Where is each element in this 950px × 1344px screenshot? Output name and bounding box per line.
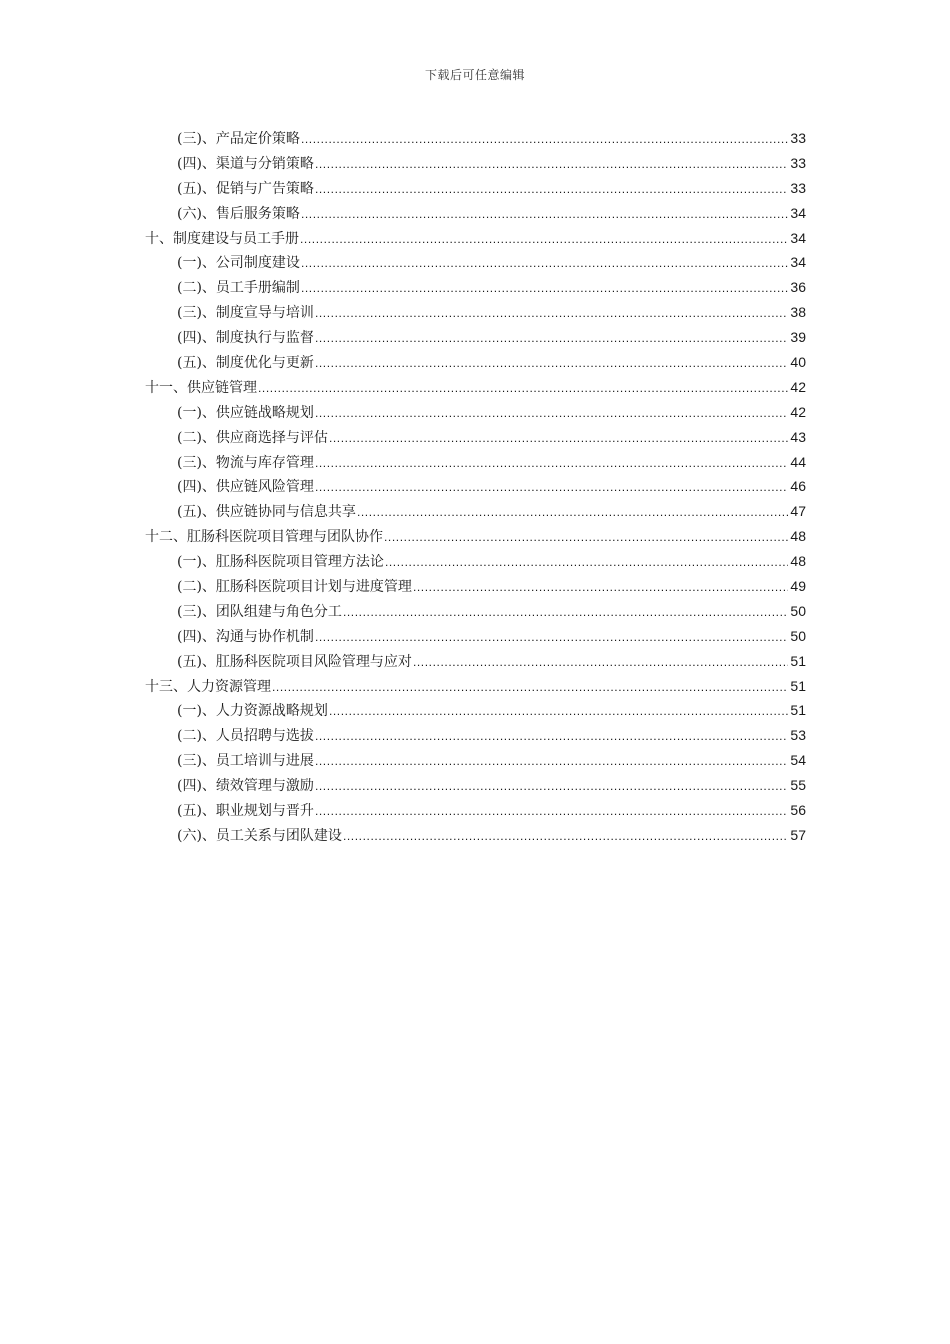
toc-entry[interactable] <box>145 151 806 176</box>
toc-page-number: 55 <box>790 777 806 794</box>
toc-page-number: 39 <box>790 329 806 346</box>
toc-page-number: 44 <box>790 453 806 470</box>
toc-entry[interactable] <box>145 698 806 723</box>
toc-page-number: 48 <box>790 528 806 545</box>
toc-dot-leader <box>357 500 788 525</box>
toc-entry[interactable] <box>145 400 806 425</box>
toc-page-number: 50 <box>790 627 806 644</box>
toc-page-number: 46 <box>790 478 806 495</box>
toc-entry-label: (四)、沟通与协作机制 <box>177 628 314 645</box>
toc-dot-leader <box>329 699 788 724</box>
toc-entry[interactable] <box>145 450 806 475</box>
toc-dot-leader <box>315 799 788 824</box>
toc-page-number: 43 <box>790 428 806 445</box>
toc-entry[interactable] <box>145 425 806 450</box>
toc-page-number: 57 <box>790 826 806 843</box>
toc-entry-label: (一)、人力资源战略规划 <box>177 703 328 720</box>
toc-entry[interactable] <box>145 350 806 375</box>
toc-entry[interactable] <box>145 201 806 226</box>
toc-page-number: 53 <box>790 727 806 744</box>
toc-entry[interactable] <box>145 773 806 798</box>
toc-page-number: 48 <box>790 553 806 570</box>
toc-dot-leader <box>413 650 788 675</box>
toc-entry[interactable] <box>145 723 806 748</box>
toc-entry-label: (六)、售后服务策略 <box>177 205 300 222</box>
toc-entry-label: (四)、制度执行与监督 <box>177 330 314 347</box>
toc-entry[interactable] <box>145 549 806 574</box>
toc-entry[interactable] <box>145 599 806 624</box>
toc-entry[interactable] <box>145 823 806 848</box>
toc-entry[interactable] <box>145 250 806 275</box>
toc-entry-label: (二)、肛肠科医院项目计划与进度管理 <box>177 579 412 596</box>
toc-page-number: 47 <box>790 503 806 520</box>
toc-entry-label: (一)、供应链战略规划 <box>177 404 314 421</box>
toc-dot-leader <box>315 152 788 177</box>
toc-entry-label: (一)、公司制度建设 <box>177 255 300 272</box>
toc-page-number: 51 <box>790 702 806 719</box>
toc-entry-label: (四)、供应链风险管理 <box>177 479 314 496</box>
toc-dot-leader <box>315 451 788 476</box>
toc-entry-label: (五)、职业规划与晋升 <box>177 803 314 820</box>
toc-entry-label: (三)、物流与库存管理 <box>177 454 314 471</box>
toc-page-number: 33 <box>790 179 806 196</box>
toc-entry-label: 十、制度建设与员工手册 <box>145 230 299 247</box>
toc-entry-label: (五)、制度优化与更新 <box>177 355 314 372</box>
toc-dot-leader <box>315 749 788 774</box>
toc-dot-leader <box>413 575 788 600</box>
toc-entry-label: (二)、人员招聘与选拔 <box>177 728 314 745</box>
toc-page-number: 42 <box>790 403 806 420</box>
toc-entry-label: 十二、肛肠科医院项目管理与团队协作 <box>145 529 383 546</box>
toc-dot-leader <box>315 625 788 650</box>
toc-dot-leader <box>315 724 788 749</box>
page-header: 下载后可任意编辑 <box>424 68 525 82</box>
toc-dot-leader <box>315 475 788 500</box>
toc-entry[interactable] <box>145 126 806 151</box>
toc-dot-leader <box>315 301 788 326</box>
toc-page-number: 56 <box>790 802 806 819</box>
toc-entry-label: (三)、产品定价策略 <box>177 131 300 147</box>
toc-entry-label: (六)、员工关系与团队建设 <box>177 827 342 844</box>
toc-page-number: 51 <box>790 652 806 669</box>
toc-dot-leader <box>343 824 788 849</box>
toc-page-number: 54 <box>790 752 806 769</box>
toc-entry-label: 十一、供应链管理 <box>145 379 257 396</box>
toc-entry[interactable] <box>145 624 806 649</box>
toc-dot-leader <box>301 202 788 227</box>
toc-dot-leader <box>258 376 788 401</box>
toc-entry[interactable] <box>145 649 806 674</box>
toc-page-number: 33 <box>790 130 806 146</box>
table-of-contents <box>145 126 806 848</box>
toc-entry-label: (四)、渠道与分销策略 <box>177 155 314 172</box>
toc-entry-label: 十三、人力资源管理 <box>145 678 271 695</box>
toc-entry-label: (二)、员工手册编制 <box>177 280 300 297</box>
toc-page-number: 36 <box>790 279 806 296</box>
toc-entry[interactable] <box>145 325 806 350</box>
toc-page-number: 51 <box>790 677 806 694</box>
toc-dot-leader <box>301 251 788 276</box>
toc-entry[interactable] <box>145 748 806 773</box>
toc-entry[interactable] <box>145 574 806 599</box>
toc-page-number: 34 <box>790 254 806 271</box>
toc-page-number: 50 <box>790 602 806 619</box>
toc-entry[interactable] <box>145 499 806 524</box>
toc-entry-label: (五)、供应链协同与信息共享 <box>177 504 356 521</box>
toc-dot-leader <box>315 351 788 376</box>
toc-entry-label: (三)、制度宣导与培训 <box>177 305 314 322</box>
toc-entry[interactable] <box>145 674 806 699</box>
toc-dot-leader <box>343 600 788 625</box>
toc-entry[interactable] <box>145 798 806 823</box>
toc-entry-label: (二)、供应商选择与评估 <box>177 429 328 446</box>
toc-dot-leader <box>384 525 788 550</box>
toc-dot-leader <box>272 675 788 700</box>
toc-page-number: 40 <box>790 354 806 371</box>
toc-entry[interactable] <box>145 300 806 325</box>
toc-dot-leader <box>315 774 788 799</box>
toc-dot-leader <box>301 276 788 301</box>
toc-entry-label: (五)、肛肠科医院项目风险管理与应对 <box>177 653 412 670</box>
toc-entry-label: (四)、绩效管理与激励 <box>177 778 314 795</box>
toc-entry[interactable] <box>145 275 806 300</box>
toc-dot-leader <box>300 227 788 252</box>
toc-dot-leader <box>301 127 788 152</box>
toc-dot-leader <box>315 177 788 202</box>
toc-page-number: 42 <box>790 378 806 395</box>
toc-entry-label: (三)、员工培训与进展 <box>177 753 314 770</box>
toc-entry[interactable] <box>145 176 806 201</box>
toc-entry[interactable] <box>145 474 806 499</box>
toc-dot-leader <box>385 550 788 575</box>
toc-entry[interactable] <box>145 226 806 251</box>
toc-entry[interactable] <box>145 524 806 549</box>
toc-dot-leader <box>329 426 788 451</box>
toc-page-number: 38 <box>790 304 806 321</box>
toc-page-number: 34 <box>790 229 806 246</box>
toc-entry-label: (三)、团队组建与角色分工 <box>177 603 342 620</box>
toc-page-number: 34 <box>790 204 806 221</box>
toc-entry-label: (一)、肛肠科医院项目管理方法论 <box>177 554 384 571</box>
toc-dot-leader <box>315 326 788 351</box>
toc-entry-label: (五)、促销与广告策略 <box>177 180 314 197</box>
toc-page-number: 33 <box>790 154 806 171</box>
toc-page-number: 49 <box>790 578 806 595</box>
toc-dot-leader <box>315 401 788 426</box>
toc-entry[interactable] <box>145 375 806 400</box>
